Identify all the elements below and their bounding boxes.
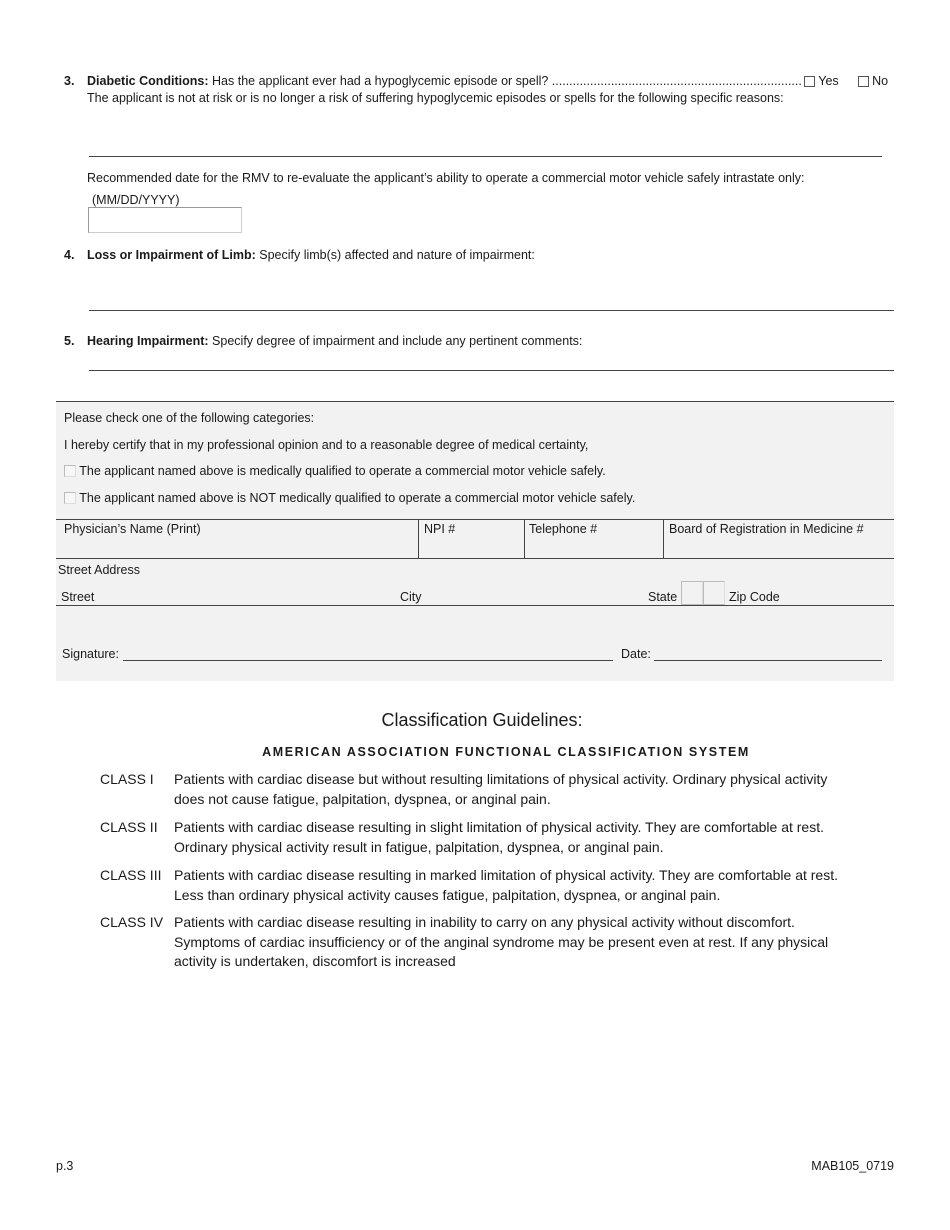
class-description: Patients with cardiac disease but without resulting limitations of physical activity. Ordinary physical activity does not cause fatigue, palpitation, dyspnea, or anginal pain. xyxy=(174,771,828,807)
guidelines-title: Classification Guidelines: xyxy=(381,710,583,730)
guidelines-subtitle: AMERICAN ASSOCIATION FUNCTIONAL CLASSIFICATION SYSTEM xyxy=(262,745,750,759)
option-not-qualified xyxy=(64,491,635,506)
certify-statement: I hereby certify that in my professional opinion and to a reasonable degree of medical certainty, xyxy=(64,438,589,452)
state-input-char-1[interactable] xyxy=(681,581,703,605)
form-code: MAB105_0719 xyxy=(811,1159,894,1173)
state-input-char-2[interactable] xyxy=(703,581,725,605)
not-qualified-checkbox[interactable] xyxy=(64,492,76,504)
q3-question-line xyxy=(87,74,807,89)
date-label: Date: xyxy=(621,647,651,661)
q4-answer-line[interactable] xyxy=(89,310,894,311)
q5-text: Specify degree of impairment and include any pertinent comments: xyxy=(212,334,583,348)
state-label: State xyxy=(648,590,678,604)
q4-number: 4. xyxy=(64,248,75,262)
city-label: City xyxy=(400,590,422,604)
qualified-checkbox[interactable] xyxy=(64,465,76,477)
certify-instruction: Please check one of the following categories: xyxy=(64,411,315,425)
board-registration-label: Board of Registration in Medicine # xyxy=(669,522,864,536)
signature-line[interactable] xyxy=(123,660,613,661)
physician-row-bottom xyxy=(56,558,894,559)
physician-name-label: Physician’s Name (Print) xyxy=(64,522,201,536)
not-qualified-label: The applicant named above is NOT medically qualified to operate a commercial motor vehicle safely. xyxy=(79,491,636,505)
q5-number: 5. xyxy=(64,334,75,348)
page-number: p.3 xyxy=(56,1159,74,1173)
q3-reevaluate-text: Recommended date for the RMV to re-evaluate the applicant’s ability to operate a commercial motor vehicle safely intrastate only: xyxy=(87,171,805,185)
q3-no-checkbox[interactable] xyxy=(858,76,869,87)
class-description: Patients with cardiac disease resulting in marked limitation of physical activity. They are comfortable at rest. Less than ordinary physical activity causes fatigue, palpitation, dyspnea, or anginal pain. xyxy=(174,867,838,903)
q4-text: Specify limb(s) affected and nature of impairment: xyxy=(259,248,535,262)
q3-question: Has the applicant ever had a hypoglycemic episode or spell? ........................................................................ xyxy=(212,74,802,88)
class-label: CLASS II xyxy=(100,819,158,835)
class-label: CLASS I xyxy=(100,771,154,787)
qualified-label: The applicant named above is medically qualified to operate a commercial motor vehicle safely. xyxy=(79,464,606,478)
q3-reasons-line[interactable] xyxy=(89,156,882,157)
street-address-heading: Street Address xyxy=(58,563,140,577)
divider xyxy=(524,519,525,558)
q3-title: Diabetic Conditions: xyxy=(87,74,209,88)
class-i-row xyxy=(100,770,840,810)
q3-date-input[interactable] xyxy=(88,207,242,233)
panel-top-border xyxy=(56,401,894,402)
class-label: CLASS III xyxy=(100,867,162,883)
class-label: CLASS IV xyxy=(100,914,164,930)
class-ii-row xyxy=(100,818,840,858)
zip-code-label: Zip Code xyxy=(729,590,780,604)
class-iii-row xyxy=(100,866,840,906)
telephone-label: Telephone # xyxy=(529,522,598,536)
address-row-bottom xyxy=(56,605,894,606)
q4-title: Loss or Impairment of Limb: xyxy=(87,248,256,262)
street-label: Street xyxy=(61,590,95,604)
q3-answer-options xyxy=(804,74,888,89)
class-iv-row xyxy=(100,913,840,973)
q3-date-format: (MM/DD/YYYY) xyxy=(92,193,180,207)
physician-row-top xyxy=(56,519,894,520)
date-line[interactable] xyxy=(654,660,882,661)
q4-line xyxy=(87,248,927,263)
divider xyxy=(663,519,664,558)
q3-no-label: No xyxy=(872,74,889,88)
q5-title: Hearing Impairment: xyxy=(87,334,209,348)
class-description: Patients with cardiac disease resulting in inability to carry on any physical activity without discomfort. Symptoms of cardiac insufficiency or of the anginal syndrome may be present even at rest. If any physical activity is undertaken, discomfort is increased xyxy=(174,914,829,969)
q3-yes-checkbox[interactable] xyxy=(804,76,815,87)
option-qualified xyxy=(64,464,606,479)
q5-line xyxy=(87,334,927,349)
class-description: Patients with cardiac disease resulting in slight limitation of physical activity. They are comfortable at rest. Ordinary physical activity result in fatigue, palpitation, dyspnea, or anginal pain. xyxy=(174,819,824,855)
npi-label: NPI # xyxy=(424,522,456,536)
q3-reasons-text: The applicant is not at risk or is no longer a risk of suffering hypoglycemic episodes or spells for the following specific reasons: xyxy=(87,91,784,105)
q5-answer-line[interactable] xyxy=(89,370,894,371)
signature-label: Signature: xyxy=(62,647,119,661)
q3-yes-label: Yes xyxy=(818,74,839,88)
q3-number: 3. xyxy=(64,74,75,88)
divider xyxy=(418,519,419,558)
